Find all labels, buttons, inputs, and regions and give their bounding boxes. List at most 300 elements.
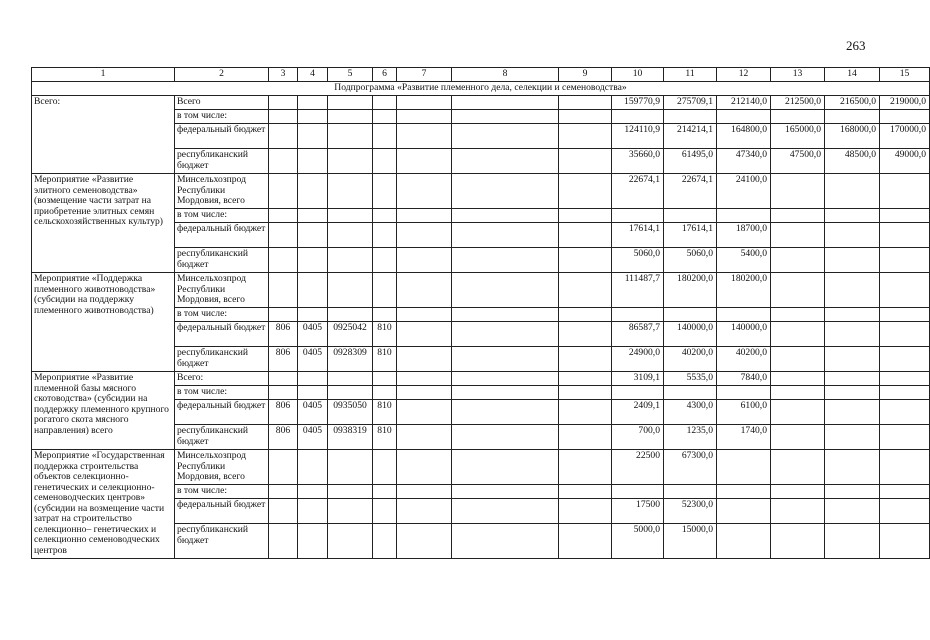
value-cell (717, 450, 771, 485)
value-cell (664, 209, 717, 223)
value-cell: 219000,0 (880, 96, 930, 110)
code-cell (269, 386, 298, 400)
code-cell (298, 174, 328, 209)
empty-cell (373, 124, 397, 149)
empty-cell (452, 248, 559, 273)
value-cell: 124110,9 (612, 124, 664, 149)
empty-cell (559, 273, 612, 308)
value-cell: 24900,0 (612, 347, 664, 372)
value-cell (771, 450, 825, 485)
header-cell: 5 (328, 68, 373, 82)
row-label: Минсельхозпрод Республики Мордовия, всего (175, 450, 269, 485)
header-cell: 6 (373, 68, 397, 82)
value-cell (717, 308, 771, 322)
code-cell: 806 (269, 322, 298, 347)
table-row (32, 372, 930, 386)
empty-cell (397, 174, 452, 209)
empty-cell (559, 223, 612, 248)
code-cell (298, 450, 328, 485)
value-cell: 5060,0 (664, 248, 717, 273)
value-cell: 47340,0 (717, 149, 771, 174)
header-cell: 1 (32, 68, 175, 82)
code-cell (373, 174, 397, 209)
value-cell: 15000,0 (664, 524, 717, 559)
empty-cell (298, 149, 328, 174)
empty-cell (559, 308, 612, 322)
value-cell (880, 273, 930, 308)
measure-title: Мероприятие «Поддержка племенного животноводства» (субсидии на поддержку племенного животноводства) (32, 273, 175, 372)
header-cell: 8 (452, 68, 559, 82)
header-row (32, 68, 930, 82)
code-cell (269, 499, 298, 524)
value-cell (880, 308, 930, 322)
code-cell: 0405 (298, 400, 328, 425)
subprogram-row (32, 82, 930, 96)
code-cell: 806 (269, 425, 298, 450)
row-label: федеральный бюджет (175, 124, 269, 149)
empty-cell (452, 209, 559, 223)
value-cell (880, 372, 930, 386)
value-cell: 17500 (612, 499, 664, 524)
empty-cell (269, 124, 298, 149)
header-cell: 15 (880, 68, 930, 82)
code-cell (328, 308, 373, 322)
table-row (32, 273, 930, 308)
value-cell (880, 322, 930, 347)
value-cell (880, 485, 930, 499)
empty-cell (559, 248, 612, 273)
value-cell (771, 223, 825, 248)
row-label: федеральный бюджет (175, 400, 269, 425)
empty-cell (559, 372, 612, 386)
empty-cell (452, 372, 559, 386)
code-cell (328, 223, 373, 248)
empty-cell (269, 96, 298, 110)
code-cell (328, 386, 373, 400)
value-cell: 22500 (612, 450, 664, 485)
measure-title: Мероприятие «Государственная поддержка строительства объектов селекционно-генетических и селекционно-семеноводческих центров» (субсидии на возмещение части затрат на строительство селекционно– генетических и селекционно семеноводческих центров (32, 450, 175, 559)
value-cell: 180200,0 (717, 273, 771, 308)
empty-cell (328, 110, 373, 124)
code-cell (328, 174, 373, 209)
value-cell (825, 372, 880, 386)
value-cell (880, 400, 930, 425)
value-cell: 48500,0 (825, 149, 880, 174)
value-cell (825, 223, 880, 248)
value-cell (771, 372, 825, 386)
value-cell: 1235,0 (664, 425, 717, 450)
code-cell: 0405 (298, 347, 328, 372)
value-cell (664, 110, 717, 124)
empty-cell (452, 450, 559, 485)
code-cell (373, 372, 397, 386)
value-cell (825, 209, 880, 223)
empty-cell (397, 308, 452, 322)
empty-cell (452, 322, 559, 347)
value-cell: 3109,1 (612, 372, 664, 386)
value-cell (880, 386, 930, 400)
value-cell: 164800,0 (717, 124, 771, 149)
row-label: в том числе: (175, 386, 269, 400)
empty-cell (397, 110, 452, 124)
value-cell: 17614,1 (664, 223, 717, 248)
code-cell (298, 524, 328, 559)
value-cell (771, 174, 825, 209)
code-cell (328, 248, 373, 273)
empty-cell (559, 485, 612, 499)
code-cell: 0925042 (328, 322, 373, 347)
measure-title: Мероприятие «Развитие элитного семеноводства» (возмещение части затрат на приобретение элитных семян сельскохозяйственных культур) (32, 174, 175, 273)
code-cell (373, 450, 397, 485)
empty-cell (269, 149, 298, 174)
empty-cell (452, 499, 559, 524)
code-cell (269, 248, 298, 273)
empty-cell (559, 149, 612, 174)
empty-cell (452, 223, 559, 248)
empty-cell (397, 499, 452, 524)
header-cell: 12 (717, 68, 771, 82)
code-cell (269, 524, 298, 559)
value-cell (612, 386, 664, 400)
code-cell: 810 (373, 400, 397, 425)
table-row (32, 450, 930, 485)
value-cell (771, 386, 825, 400)
row-label: республиканский бюджет (175, 347, 269, 372)
value-cell (880, 425, 930, 450)
budget-table (31, 67, 930, 559)
empty-cell (559, 347, 612, 372)
value-cell (771, 248, 825, 273)
row-label: Минсельхозпрод Республики Мордовия, всего (175, 273, 269, 308)
header-cell: 13 (771, 68, 825, 82)
empty-cell (559, 174, 612, 209)
empty-cell (397, 347, 452, 372)
value-cell: 24100,0 (717, 174, 771, 209)
empty-cell (452, 174, 559, 209)
header-cell: 7 (397, 68, 452, 82)
value-cell: 40200,0 (664, 347, 717, 372)
value-cell (880, 110, 930, 124)
empty-cell (397, 273, 452, 308)
code-cell (298, 248, 328, 273)
value-cell (825, 308, 880, 322)
value-cell (612, 209, 664, 223)
code-cell: 806 (269, 347, 298, 372)
code-cell (328, 485, 373, 499)
value-cell (612, 485, 664, 499)
value-cell (880, 209, 930, 223)
empty-cell (328, 96, 373, 110)
code-cell: 0405 (298, 322, 328, 347)
value-cell (825, 485, 880, 499)
empty-cell (397, 450, 452, 485)
page-number: 263 (846, 38, 866, 53)
row-label: в том числе: (175, 308, 269, 322)
empty-cell (559, 209, 612, 223)
code-cell: 810 (373, 347, 397, 372)
code-cell (269, 223, 298, 248)
code-cell: 0938319 (328, 425, 373, 450)
value-cell: 6100,0 (717, 400, 771, 425)
value-cell (771, 485, 825, 499)
value-cell: 86587,7 (612, 322, 664, 347)
row-label: федеральный бюджет (175, 322, 269, 347)
code-cell (269, 273, 298, 308)
code-cell (328, 499, 373, 524)
value-cell: 52300,0 (664, 499, 717, 524)
empty-cell (559, 425, 612, 450)
code-cell (373, 499, 397, 524)
empty-cell (559, 322, 612, 347)
code-cell (298, 209, 328, 223)
empty-cell (298, 124, 328, 149)
row-label: в том числе: (175, 209, 269, 223)
empty-cell (559, 124, 612, 149)
value-cell (717, 209, 771, 223)
code-cell (298, 273, 328, 308)
value-cell: 35660,0 (612, 149, 664, 174)
measure-title: Мероприятие «Развитие племенной базы мясного скотоводства» (субсидии на поддержку племенного крупного рогатого скота мясного направления) всего (32, 372, 175, 450)
row-label: республиканский бюджет (175, 425, 269, 450)
code-cell: 806 (269, 400, 298, 425)
code-cell (298, 386, 328, 400)
value-cell: 180200,0 (664, 273, 717, 308)
value-cell (825, 499, 880, 524)
empty-cell (452, 96, 559, 110)
empty-cell (397, 400, 452, 425)
code-cell (269, 209, 298, 223)
code-cell (328, 273, 373, 308)
empty-cell (397, 149, 452, 174)
value-cell: 1740,0 (717, 425, 771, 450)
value-cell: 140000,0 (664, 322, 717, 347)
value-cell (717, 485, 771, 499)
code-cell: 0935050 (328, 400, 373, 425)
value-cell (771, 400, 825, 425)
empty-cell (559, 110, 612, 124)
value-cell (771, 425, 825, 450)
value-cell (880, 450, 930, 485)
empty-cell (397, 209, 452, 223)
value-cell (880, 248, 930, 273)
value-cell (825, 322, 880, 347)
empty-cell (397, 322, 452, 347)
empty-cell (559, 499, 612, 524)
empty-cell (452, 347, 559, 372)
value-cell (664, 386, 717, 400)
header-cell: 3 (269, 68, 298, 82)
code-cell (269, 308, 298, 322)
subprogram-title: Подпрограмма «Развитие племенного дела, селекции и семеноводства» (32, 82, 930, 96)
value-cell (612, 110, 664, 124)
empty-cell (452, 308, 559, 322)
value-cell (880, 174, 930, 209)
empty-cell (373, 96, 397, 110)
value-cell (825, 248, 880, 273)
row-label: федеральный бюджет (175, 499, 269, 524)
value-cell (771, 110, 825, 124)
value-cell (612, 308, 664, 322)
empty-cell (397, 485, 452, 499)
empty-cell (452, 386, 559, 400)
code-cell (373, 308, 397, 322)
empty-cell (452, 124, 559, 149)
empty-cell (397, 124, 452, 149)
empty-cell (298, 110, 328, 124)
value-cell (771, 322, 825, 347)
value-cell (717, 524, 771, 559)
value-cell: 5000,0 (612, 524, 664, 559)
header-cell: 4 (298, 68, 328, 82)
header-cell: 11 (664, 68, 717, 82)
code-cell (373, 209, 397, 223)
value-cell: 700,0 (612, 425, 664, 450)
code-cell (328, 450, 373, 485)
value-cell (825, 347, 880, 372)
section-title: Всего: (32, 96, 175, 174)
value-cell (771, 209, 825, 223)
value-cell (880, 499, 930, 524)
code-cell (373, 524, 397, 559)
value-cell: 216500,0 (825, 96, 880, 110)
row-label: республиканский бюджет (175, 149, 269, 174)
value-cell: 22674,1 (664, 174, 717, 209)
value-cell: 4300,0 (664, 400, 717, 425)
value-cell (771, 499, 825, 524)
value-cell (825, 273, 880, 308)
value-cell (771, 308, 825, 322)
value-cell (717, 110, 771, 124)
value-cell: 214214,1 (664, 124, 717, 149)
empty-cell (397, 386, 452, 400)
value-cell (717, 386, 771, 400)
value-cell: 49000,0 (880, 149, 930, 174)
value-cell (825, 450, 880, 485)
value-cell (771, 524, 825, 559)
value-cell: 47500,0 (771, 149, 825, 174)
value-cell (825, 425, 880, 450)
value-cell: 5535,0 (664, 372, 717, 386)
value-cell: 212140,0 (717, 96, 771, 110)
value-cell: 5060,0 (612, 248, 664, 273)
value-cell (880, 223, 930, 248)
value-cell (880, 524, 930, 559)
value-cell (825, 386, 880, 400)
value-cell: 2409,1 (612, 400, 664, 425)
value-cell (825, 400, 880, 425)
header-cell: 14 (825, 68, 880, 82)
table-row (32, 174, 930, 209)
row-label: республиканский бюджет (175, 524, 269, 559)
code-cell (328, 209, 373, 223)
empty-cell (452, 273, 559, 308)
code-cell (298, 485, 328, 499)
row-label: Минсельхозпрод Республики Мордовия, всего (175, 174, 269, 209)
code-cell (298, 372, 328, 386)
value-cell: 67300,0 (664, 450, 717, 485)
row-label: в том числе: (175, 110, 269, 124)
empty-cell (397, 96, 452, 110)
value-cell (717, 499, 771, 524)
empty-cell (373, 149, 397, 174)
row-label: федеральный бюджет (175, 223, 269, 248)
empty-cell (373, 110, 397, 124)
header-cell: 10 (612, 68, 664, 82)
code-cell: 810 (373, 322, 397, 347)
row-label: Всего (175, 96, 269, 110)
empty-cell (269, 110, 298, 124)
value-cell (825, 110, 880, 124)
row-label: республиканский бюджет (175, 248, 269, 273)
value-cell: 18700,0 (717, 223, 771, 248)
value-cell: 275709,1 (664, 96, 717, 110)
code-cell (373, 485, 397, 499)
value-cell (771, 347, 825, 372)
header-cell: 9 (559, 68, 612, 82)
empty-cell (452, 524, 559, 559)
value-cell: 140000,0 (717, 322, 771, 347)
empty-cell (559, 96, 612, 110)
empty-cell (452, 485, 559, 499)
value-cell: 7840,0 (717, 372, 771, 386)
empty-cell (397, 425, 452, 450)
code-cell (328, 372, 373, 386)
code-cell (269, 372, 298, 386)
value-cell: 165000,0 (771, 124, 825, 149)
value-cell (664, 485, 717, 499)
code-cell (298, 308, 328, 322)
code-cell: 0405 (298, 425, 328, 450)
code-cell (373, 386, 397, 400)
header-cell: 2 (175, 68, 269, 82)
value-cell (771, 273, 825, 308)
value-cell: 40200,0 (717, 347, 771, 372)
empty-cell (452, 400, 559, 425)
empty-cell (397, 248, 452, 273)
value-cell: 22674,1 (612, 174, 664, 209)
value-cell: 159770,9 (612, 96, 664, 110)
value-cell: 111487,7 (612, 273, 664, 308)
empty-cell (559, 450, 612, 485)
empty-cell (397, 223, 452, 248)
code-cell (328, 524, 373, 559)
value-cell: 168000,0 (825, 124, 880, 149)
empty-cell (559, 386, 612, 400)
empty-cell (298, 96, 328, 110)
code-cell: 0928309 (328, 347, 373, 372)
code-cell (298, 499, 328, 524)
empty-cell (452, 149, 559, 174)
table-row (32, 96, 930, 110)
code-cell (269, 174, 298, 209)
row-label: Всего: (175, 372, 269, 386)
empty-cell (397, 372, 452, 386)
value-cell (664, 308, 717, 322)
empty-cell (397, 524, 452, 559)
row-label: в том числе: (175, 485, 269, 499)
empty-cell (559, 400, 612, 425)
code-cell (269, 450, 298, 485)
empty-cell (559, 524, 612, 559)
value-cell: 170000,0 (880, 124, 930, 149)
value-cell (880, 347, 930, 372)
value-cell: 61495,0 (664, 149, 717, 174)
empty-cell (452, 425, 559, 450)
code-cell (373, 248, 397, 273)
value-cell (825, 174, 880, 209)
code-cell: 810 (373, 425, 397, 450)
value-cell: 5400,0 (717, 248, 771, 273)
